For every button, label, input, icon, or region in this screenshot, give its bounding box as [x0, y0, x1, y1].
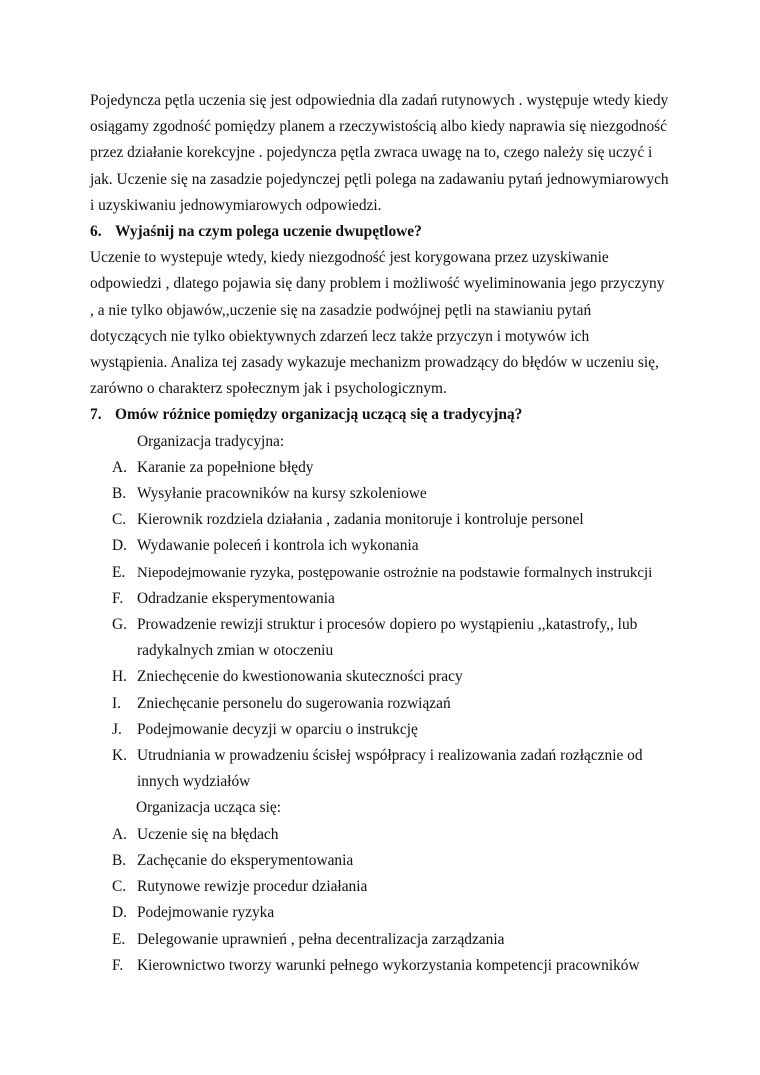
list-item-text: Wysyłanie pracowników na kursy szkoleniowe: [137, 485, 427, 503]
list-item-letter: J.: [112, 720, 122, 738]
list-item-text: Delegowanie uprawnień , pełna decentralizacja zarządzania: [137, 930, 505, 948]
list-item: [90, 743, 670, 795]
list-item-letter: D.: [112, 537, 127, 555]
question-7-heading: [90, 402, 670, 428]
question-6-title: Wyjaśnij na czym polega uczenie dwupętlowe?: [115, 223, 422, 241]
list-item-letter: C.: [112, 511, 127, 529]
question-6-heading: [90, 219, 670, 245]
list-item-text: Niepodejmowanie ryzyka, postępowanie ostrożnie na podstawie formalnych instrukcji: [137, 564, 653, 581]
list-item: [90, 717, 670, 743]
learning-org-list: [90, 822, 670, 979]
list-item: [90, 848, 670, 874]
list-item-letter: A.: [112, 458, 127, 476]
list-item: [90, 507, 670, 533]
list-item: [90, 455, 670, 481]
question-6-number: 6.: [90, 223, 102, 241]
question-7-title: Omów różnice pomiędzy organizacją uczącą się a tradycyjną?: [115, 406, 523, 424]
list-item-letter: F.: [112, 956, 124, 974]
list-item: [90, 481, 670, 507]
list-item-text: Zniechęcanie personelu do sugerowania rozwiązań: [137, 694, 451, 712]
list-item: [90, 874, 670, 900]
list-item-letter: H.: [112, 668, 127, 686]
list-item-text: Karanie za popełnione błędy: [137, 458, 314, 476]
list-item-letter: A.: [112, 825, 127, 843]
list-item-letter: B.: [112, 851, 127, 869]
list-item-letter: I.: [112, 694, 121, 712]
document-page: [90, 88, 670, 979]
list-item-text: Rutynowe rewizje procedur działania: [137, 878, 368, 896]
list-item: [90, 560, 670, 586]
question-6-answer: Uczenie to wystepuje wtedy, kiedy niezgodność jest korygowana przez uzyskiwanie odpowiedzi , dlatego pojawia się dany problem i możliwość wyeliminowania jego przyczyny , a nie tylko objawów,,uczenie się na zasadzie podwójnej pętli na stawianiu pytań dotyczących nie tylko obiektywnych zdarzeń lecz także przyczyn i motywów ich wystąpienia. Analiza tej zasady wykazuje mechanizm prowadzący do błędów w uczeniu się, zarówno o charakterz społecznym jak i psychologicznym.: [90, 249, 665, 398]
list-item-text: Uczenie się na błędach: [137, 825, 279, 843]
list-item: [90, 691, 670, 717]
list-item-text: Podejmowanie decyzji w oparciu o instrukcję: [137, 720, 418, 738]
list-item: [90, 533, 670, 559]
list-item: [90, 900, 670, 926]
learning-org-label: Organizacja ucząca się:: [136, 799, 281, 817]
list-item-letter: F.: [112, 589, 124, 607]
list-item: [90, 927, 670, 953]
list-item-text: Zniechęcenie do kwestionowania skuteczności pracy: [137, 668, 463, 686]
list-item-text: Odradzanie eksperymentowania: [137, 589, 335, 607]
list-item: [90, 822, 670, 848]
list-item-text: Podejmowanie ryzyka: [137, 904, 275, 922]
list-item-letter: D.: [112, 904, 127, 922]
traditional-org-list: [90, 455, 670, 796]
question-7-number: 7.: [90, 406, 102, 424]
list-item-letter: K.: [112, 747, 127, 765]
list-item-letter: G.: [112, 616, 127, 634]
list-item-text: Utrudniania w prowadzeniu ścisłej współpracy i realizowania zadań rozłącznie od innych wydziałów: [137, 747, 643, 791]
list-item-letter: B.: [112, 485, 127, 503]
list-item-letter: E.: [112, 930, 126, 948]
list-item: [90, 612, 670, 664]
list-item-letter: C.: [112, 878, 127, 896]
list-item-text: Wydawanie poleceń i kontrola ich wykonania: [137, 537, 419, 555]
list-item-text: Prowadzenie rewizji struktur i procesów dopiero po wystąpieniu ,,katastrofy,, lub radykalnych zmian w otoczeniu: [137, 616, 638, 660]
intro-paragraph: Pojedyncza pętla uczenia się jest odpowiednia dla zadań rutynowych . występuje wtedy kiedy osiągamy zgodność pomiędzy planem a rzeczywistością albo kiedy naprawia się niezgodność przez działanie korekcyjne . pojedyncza pętla zwraca uwagę na to, czego należy się uczyć i jak. Uczenie się na zasadzie pojedynczej pętli polega na zadawaniu pytań jednowymiarowych i uzyskiwaniu jednowymiarowych odpowiedzi.: [90, 92, 669, 214]
list-item-text: Kierownictwo tworzy warunki pełnego wykorzystania kompetencji pracowników: [137, 956, 640, 974]
list-item: [90, 586, 670, 612]
traditional-org-label: Organizacja tradycyjna:: [137, 432, 285, 450]
list-item-text: Kierownik rozdziela działania , zadania monitoruje i kontroluje personel: [137, 511, 584, 529]
list-item-text: Zachęcanie do eksperymentowania: [137, 851, 354, 869]
list-item-letter: E.: [112, 563, 126, 581]
list-item: [90, 664, 670, 690]
list-item: [90, 953, 670, 979]
